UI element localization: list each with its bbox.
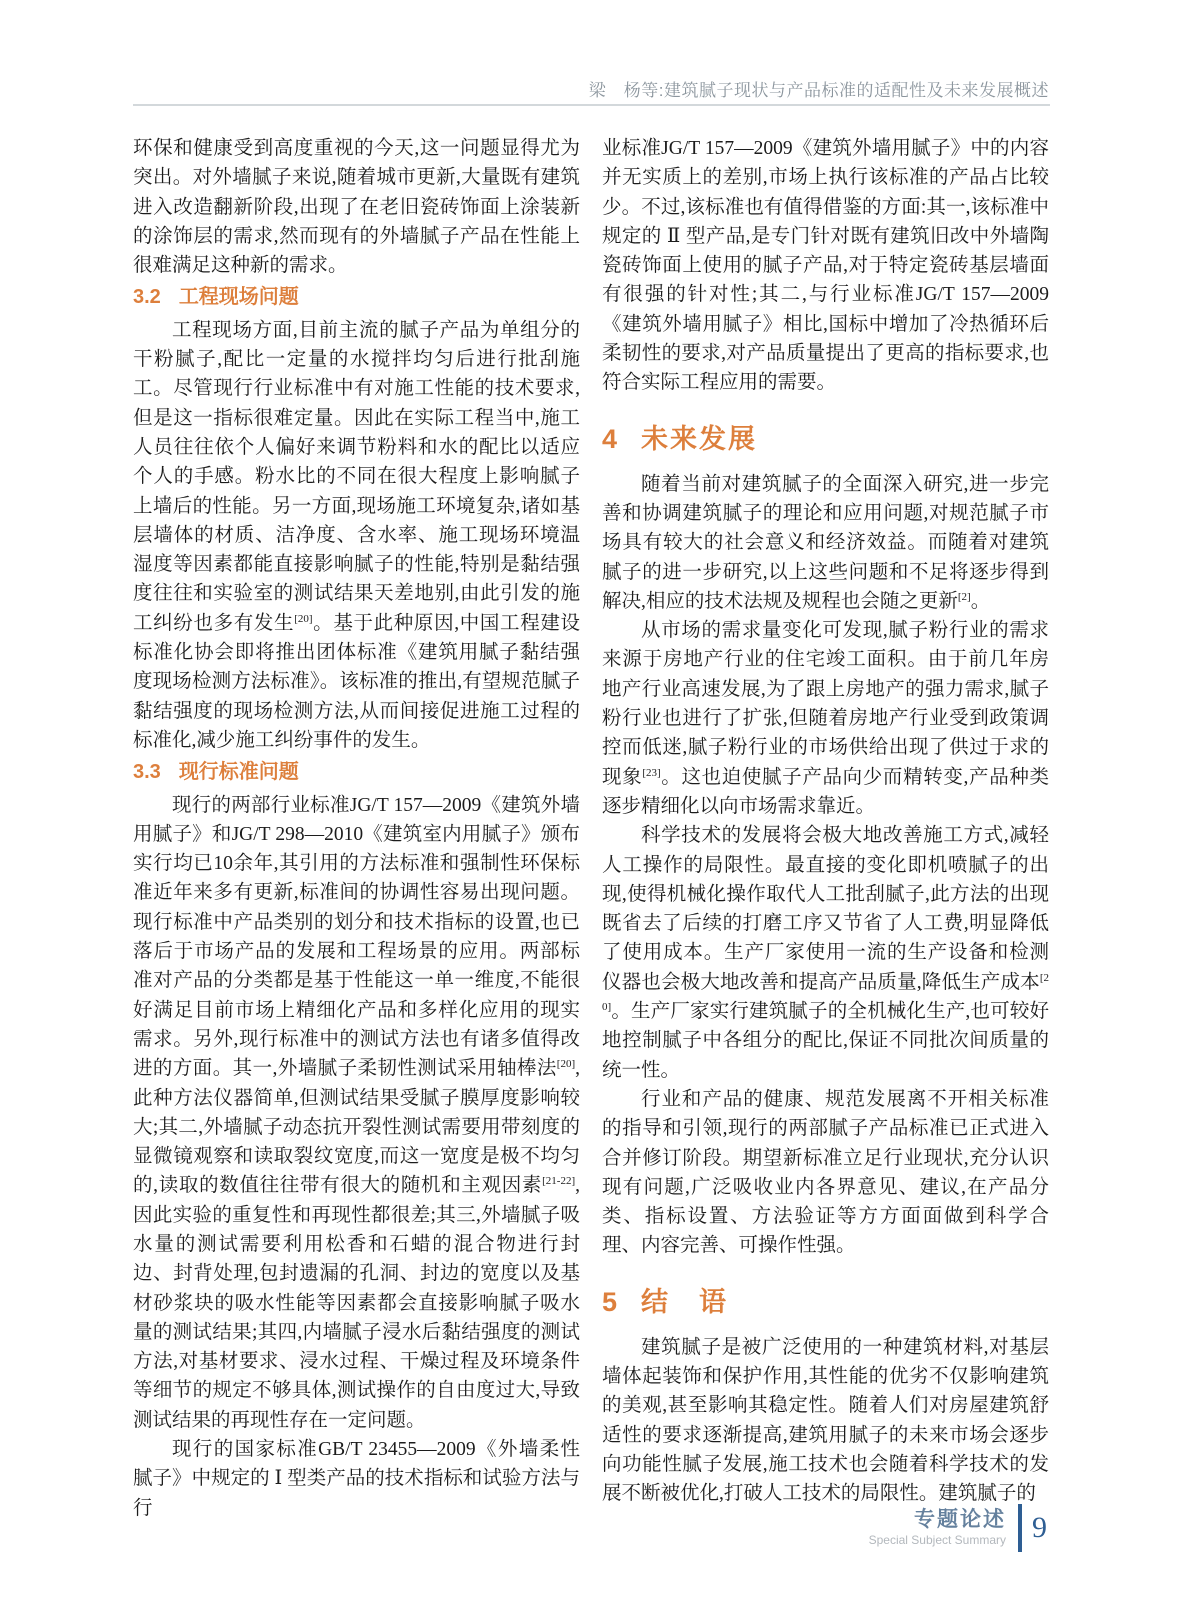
paragraph-text: 。生产厂家实行建筑腻子的全机械化生产,也可较好地控制腻子中各组分的配比,保证不同批次间质量的统一性。 [602, 1001, 1049, 1081]
page-number: 9 [1032, 1511, 1047, 1544]
paragraph-text: 。这也迫使腻子产品向少而精转变,产品种类逐步精细化以向市场需求靠近。 [602, 766, 1049, 817]
page-footer [869, 1504, 1047, 1552]
paragraph-text: 随着当前对建筑腻子的全面深入研究,进一步完善和协调建筑腻子的理论和应用问题,对规范腻子市场具有较大的社会意义和经济效益。而随着对建筑腻子的进一步研究,以上这些问题和不足将逐步得到解决,相应的技术法规及规程也会随之更新 [602, 473, 1049, 612]
paragraph [602, 821, 1049, 1085]
paragraph [602, 616, 1049, 821]
section-number: 5 [602, 1286, 618, 1317]
citation-ref: [20] [602, 971, 1049, 1014]
paragraph: 环保和健康受到高度重视的今天,这一问题显得尤为突出。对外墙腻子来说,随着城市更新,大量既有建筑进入改造翻新阶段,出现了在老旧瓷砖饰面上涂装新的涂饰层的需求,然而现有的外墙腻子产品在性能上很难满足这种新的需求。 [133, 138, 580, 277]
section-title: 未来发展 [641, 423, 758, 454]
footer-section-labels [869, 1508, 1006, 1548]
section-heading-5 [602, 1285, 1049, 1319]
footer-section-en: Special Subject Summary [868, 1533, 1006, 1548]
section-number: 4 [602, 423, 618, 454]
citation-ref: [2] [957, 590, 971, 603]
citation-ref: [23] [642, 766, 661, 779]
running-head-title: 梁 杨等:建筑腻子现状与产品标准的适配性及未来发展概述 [588, 81, 1049, 100]
section-heading-4 [602, 422, 1049, 456]
section-title: 结 语 [641, 1286, 729, 1317]
subsection-title: 现行标准问题 [178, 761, 299, 784]
paragraph-text: 工程现场方面,目前主流的腻子产品为单组分的干粉腻子,配比一定量的水搅拌均匀后进行批刮施工。尽管现行行业标准中有对施工性能的技术要求,但是这一指标很难定量。因此在实际工程当中,施工人员往往依个人偏好来调节粉料和水的配比以适应个人的手感。粉水比的不同在很大程度上影响腻子上墙后的性能。另一方面,现场施工环境复杂,诸如基层墙体的材质、洁净度、含水率、施工现场环境温湿度等因素都能直接影响腻子的性能,特别是黏结强度往往和实验室的测试结果天差地别,由此引发的施工纠纷也多有发生 [133, 319, 580, 634]
paragraph-text: 。基于此种原因,中国工程建设标准化协会即将推出团体标准《建筑用腻子黏结强度现场检测方法标准》。该标准的推出,有望规范腻子黏结强度的现场检测方法,从而间接促进施工过程的标准化,减少施工纠纷事件的发生。 [133, 612, 580, 751]
paragraph-text: 。 [970, 590, 991, 612]
paragraph-text: 从市场的需求量变化可发现,腻子粉行业的需求来源于房地产行业的住宅竣工面积。由于前几年房地产行业高速发展,为了跟上房地产的强力需求,腻子粉行业也进行了扩张,但随着房地产行业受到政策调控而低迷,腻子粉行业的市场供给出现了供过于求的现象 [602, 620, 1049, 788]
paragraph-text: 现行的两部行业标准JG/T 157—2009《建筑外墙用腻子》和JG/T 298—2010《建筑室内用腻子》颁布实行均已10余年,其引用的方法标准和强制性环保标准近年来多有更新,标准间的协调性容易出现问题。现行标准中产品类别的划分和技术指标的设置,也已落后于市场产品的发展和工程场景的应用。两部标准对产品的分类都是基于性能这一单一维度,不能很好满足目前市场上精细化产品和多样化应用的现实需求。另外,现行标准中的测试方法也有诸多值得改进的方面。其一,外墙腻子柔韧性测试采用轴棒法 [133, 794, 580, 1080]
header-divider [133, 104, 1050, 106]
citation-ref: [21-22] [542, 1175, 576, 1188]
paragraph [133, 791, 580, 1436]
paragraph: 建筑腻子是被广泛使用的一种建筑材料,对基层墙体起装饰和保护作用,其性能的优劣不仅影响建筑的美观,甚至影响其稳定性。随着人们对房屋建筑舒适性的要求逐渐提高,建筑用腻子的未来市场会逐步向功能性腻子发展,施工技术也会随着科学技术的发展不断被优化,打破人工技术的局限性。建筑腻子的 [602, 1336, 1049, 1505]
subsection-title: 工程现场问题 [178, 286, 299, 309]
paragraph [602, 470, 1049, 616]
paragraph-text: ,因此实验的重复性和再现性都很差;其三,外墙腻子吸水量的测试需要利用松香和石蜡的混合物进行封边、封背处理,包封遗漏的孔洞、封边的宽度以及基材砂浆块的吸水性能等因素都会直接影响腻子吸水量的测试结果;其四,内墙腻子浸水后黏结强度的测试方法,对基材要求、浸水过程、干燥过程及环境条件等细节的规定不够具体,测试操作的自由度过大,导致测试结果的再现性存在一定问题。 [133, 1175, 580, 1431]
paragraph: 业标准JG/T 157—2009《建筑外墙用腻子》中的内容并无实质上的差别,市场上执行该标准的产品占比较少。不过,该标准也有值得借鉴的方面:其一,该标准中规定的 Ⅱ 型产品,是专门针对既有建筑旧改中外墙陶瓷砖饰面上使用的腻子产品,对于特定瓷砖基层墙面有很强的针对性;其二,与行业标准JG/T 157—2009《建筑外墙用腻子》相比,国标中增加了冷热循环后柔韧性的要求,对产品质量提出了更高的指标要求,也符合实际工程应用的需要。 [602, 138, 1049, 394]
left-column [133, 134, 580, 1523]
paragraph-text: ,此种方法仪器简单,但测试结果受腻子膜厚度影响较大;其二,外墙腻子动态抗开裂性测试需要用带刻度的显微镜观察和读取裂纹宽度,而这一宽度是极不均匀的,读取的数值往往带有很大的随机和主观因素 [133, 1058, 580, 1197]
citation-ref: [20] [294, 612, 313, 625]
page-content [133, 134, 1050, 1523]
citation-ref: [20] [556, 1058, 576, 1071]
paragraph: 现行的国家标准GB/T 23455—2009《外墙柔性腻子》中规定的 Ⅰ 型类产品的技术指标和试验方法与行 [133, 1439, 580, 1519]
subsection-number: 3.2 [133, 286, 161, 309]
paragraph [133, 316, 580, 755]
paragraph-text: 科学技术的发展将会极大地改善施工方式,减轻人工操作的局限性。最直接的变化即机喷腻子的出现,使得机械化操作取代人工批刮腻子,此方法的出现既省去了后续的打磨工序又节省了人工费,明显降低了使用成本。生产厂家使用一流的生产设备和检测仪器也会极大地改善和提高产品质量,降低生产成本 [602, 825, 1049, 993]
subsection-heading-3-3 [133, 758, 580, 787]
subsection-heading-3-2 [133, 283, 580, 312]
right-column [602, 134, 1049, 1523]
footer-section-cn: 专题论述 [914, 1508, 1006, 1532]
subsection-number: 3.3 [133, 761, 161, 784]
paragraph: 行业和产品的健康、规范发展离不开相关标准的指导和引领,现行的两部腻子产品标准已正式进入合并修订阶段。期望新标准立足行业现状,充分认识现有问题,广泛吸收业内各界意见、建议,在产品分类、指标设置、方法验证等方方面面做到科学合理、内容完善、可操作性强。 [602, 1088, 1049, 1257]
footer-divider-bar [1018, 1504, 1022, 1552]
